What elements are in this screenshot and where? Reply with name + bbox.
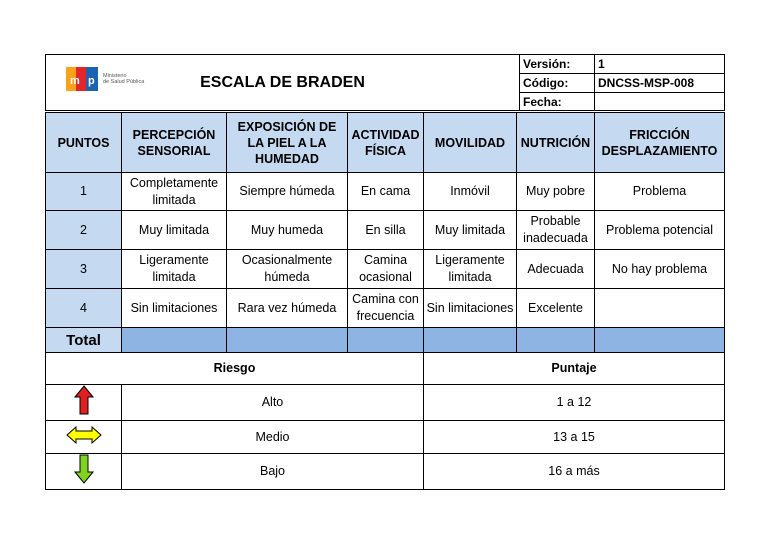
table-cell: Ligeramente limitada xyxy=(424,250,517,289)
risk-row-high xyxy=(46,385,725,421)
page-title: ESCALA DE BRADEN xyxy=(200,73,365,91)
table-cell: No hay problema xyxy=(595,250,725,289)
braden-scale-table xyxy=(45,54,595,111)
arrow-left-right-icon xyxy=(66,426,102,444)
version-label: Versión: xyxy=(520,55,595,74)
total-label: Total xyxy=(46,328,122,353)
table-cell: Inmóvil xyxy=(424,173,517,211)
table-cell: Problema potencial xyxy=(595,211,725,250)
table-cell: Sin limitaciones xyxy=(122,289,227,328)
org-line-2: de Salud Pública xyxy=(103,79,145,85)
score-header: Puntaje xyxy=(424,353,725,385)
total-cell xyxy=(227,328,348,353)
table-cell: Muy humeda xyxy=(227,211,348,250)
risk-icon-cell xyxy=(46,421,122,454)
risk-score: 16 a más xyxy=(424,454,725,490)
total-row xyxy=(46,328,725,353)
risk-row-low xyxy=(46,454,725,490)
date-value xyxy=(595,93,725,111)
row-points: 3 xyxy=(46,250,122,289)
table-cell: Camina ocasional xyxy=(348,250,424,289)
col-header-nutricion: NUTRICIÓN xyxy=(517,113,595,173)
table-cell: En cama xyxy=(348,173,424,211)
col-header-friccion: FRICCIÓN DESPLAZAMIENTO xyxy=(595,113,725,173)
table-cell: Rara vez húmeda xyxy=(227,289,348,328)
table-cell: Sin limitaciones xyxy=(424,289,517,328)
risk-row-medium xyxy=(46,421,725,454)
total-cell xyxy=(517,328,595,353)
total-cell xyxy=(348,328,424,353)
risk-header-row xyxy=(46,353,725,385)
table-cell: Muy pobre xyxy=(517,173,595,211)
arrow-down-icon xyxy=(74,454,94,484)
total-cell xyxy=(424,328,517,353)
table-cell: Siempre húmeda xyxy=(227,173,348,211)
col-header-actividad: ACTIVIDAD FÍSICA xyxy=(348,113,424,173)
meta-values-table xyxy=(594,54,725,111)
risk-icon-cell xyxy=(46,385,122,421)
row-points: 4 xyxy=(46,289,122,328)
column-header-row xyxy=(46,113,725,173)
total-cell xyxy=(595,328,725,353)
col-header-puntos: PUNTOS xyxy=(46,113,122,173)
risk-label: Medio xyxy=(122,421,424,454)
table-cell: Muy limitada xyxy=(122,211,227,250)
table-cell: Ligeramente limitada xyxy=(122,250,227,289)
row-points: 1 xyxy=(46,173,122,211)
table-cell: Adecuada xyxy=(517,250,595,289)
table-row xyxy=(46,250,725,289)
scale-grid xyxy=(45,112,725,490)
risk-label: Alto xyxy=(122,385,424,421)
table-cell: Camina con frecuencia xyxy=(348,289,424,328)
risk-score: 1 a 12 xyxy=(424,385,725,421)
table-cell: Problema xyxy=(595,173,725,211)
table-cell: Probable inadecuada xyxy=(517,211,595,250)
org-line-1: Ministerio xyxy=(103,73,127,79)
col-header-exposicion: EXPOSICIÓN DE LA PIEL A LA HUMEDAD xyxy=(227,113,348,173)
col-header-percepcion: PERCEPCIÓN SENSORIAL xyxy=(122,113,227,173)
total-cell xyxy=(122,328,227,353)
svg-text:m: m xyxy=(70,75,80,87)
table-cell: Ocasionalmente húmeda xyxy=(227,250,348,289)
table-cell xyxy=(595,289,725,328)
code-value: DNCSS-MSP-008 xyxy=(595,74,725,93)
table-cell: Muy limitada xyxy=(424,211,517,250)
version-value: 1 xyxy=(595,55,725,74)
risk-icon-cell xyxy=(46,454,122,490)
date-label: Fecha: xyxy=(520,93,595,111)
row-points: 2 xyxy=(46,211,122,250)
table-row xyxy=(46,289,725,328)
table-row xyxy=(46,173,725,211)
msp-logo-icon xyxy=(66,65,100,93)
svg-text:p: p xyxy=(88,75,95,87)
table-cell: Completamente limitada xyxy=(122,173,227,211)
msp-logo xyxy=(66,65,144,93)
header-title-cell xyxy=(46,55,520,111)
risk-score: 13 a 15 xyxy=(424,421,725,454)
arrow-up-icon xyxy=(74,385,94,415)
risk-label: Bajo xyxy=(122,454,424,490)
code-label: Código: xyxy=(520,74,595,93)
table-cell: Excelente xyxy=(517,289,595,328)
col-header-movilidad: MOVILIDAD xyxy=(424,113,517,173)
table-cell: En silla xyxy=(348,211,424,250)
table-row xyxy=(46,211,725,250)
risk-header: Riesgo xyxy=(46,353,424,385)
